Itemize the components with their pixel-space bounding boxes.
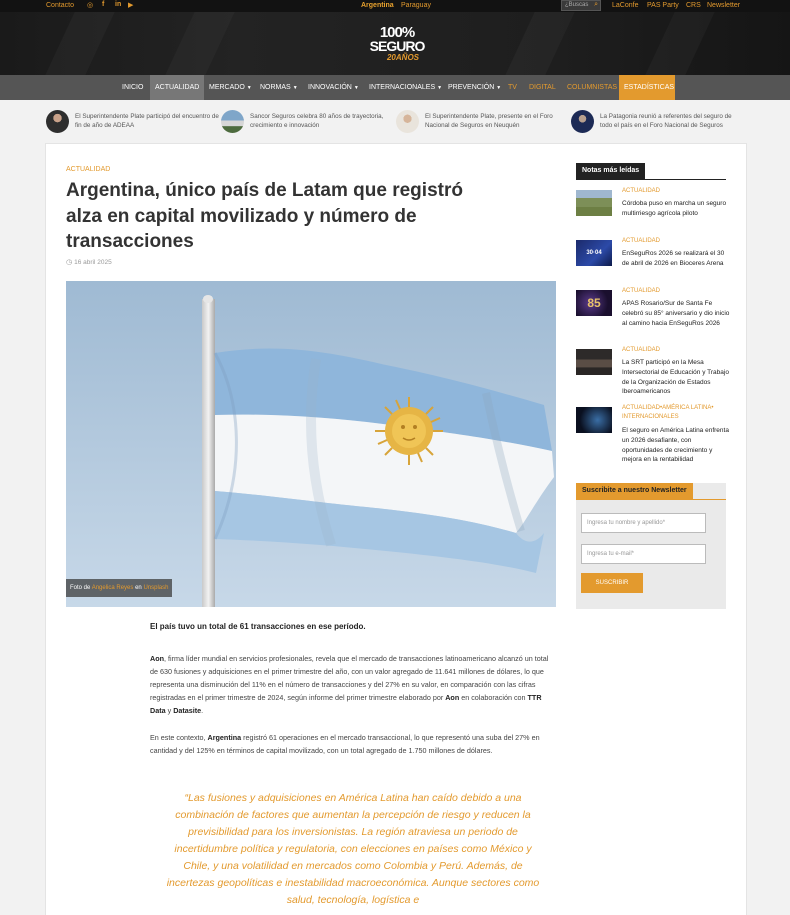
subscribe-button[interactable]: SUSCRIBIR (581, 573, 643, 593)
related-strip (0, 100, 790, 144)
chevron-down-icon: ▼ (437, 85, 443, 91)
most-read-item[interactable]: ACTUALIDAD La SRT participó en la Mesa Intersectorial de Educación y Trabajo de la Organización de Estados Iberoamericanos (576, 346, 731, 402)
most-read-item[interactable]: 30·04 ACTUALIDAD EnSeguRos 2026 se realizará el 30 de abril de 2026 en Bioceres Arena (576, 237, 731, 283)
related-item[interactable]: El Superintendente Plate, presente en el Foro Nacional de Seguros en Neuquén (396, 110, 571, 135)
pas-party-link[interactable]: PAS Party (647, 2, 679, 9)
name-field[interactable]: Ingresa tu nombre y apellido* (581, 513, 706, 533)
site-logo[interactable] (362, 26, 432, 66)
chevron-down-icon: ▼ (496, 85, 502, 91)
search-input[interactable] (561, 0, 601, 11)
article-title: Argentina, único país de Latam que registró alza en capital movilizado y número de transacciones (66, 180, 463, 252)
youtube-icon[interactable]: ▶ (128, 2, 134, 9)
nav-estadisticas[interactable]: ESTADÍSTICAS (619, 75, 675, 100)
article-paragraph: Aon, firma líder mundial en servicios profesionales, revela que el mercado de transacciones latinoamericano alcanzó un total de 630 fusiones y adquisiciones en el primer trimestre del año, con un valor agregado de 11.641 millones de dólares, lo que representa una disminución del 11% en el número de transacciones y del 27% en su valor, en comparación con las cifras registradas en el primer trimestre de 2024, según informe del primer trimestre elaborado por Aon en colaboración con TTR Data y Datasite. (150, 654, 549, 715)
nota-thumb: 30·04 (576, 240, 612, 266)
newsletter-link[interactable]: Newsletter (707, 2, 741, 9)
most-read-item[interactable]: 85 ACTUALIDAD APAS Rosario/Sur de Santa Fe celebró su 85° aniversario y dio inicio al camino hacia EnSeguRos 2026 (576, 287, 731, 343)
nota-thumb (576, 349, 612, 375)
nav-prevencion[interactable]: PREVENCIÓN ▼ (448, 84, 502, 91)
divider (576, 499, 726, 500)
linkedin-icon[interactable]: in (115, 1, 122, 8)
nota-thumb (576, 190, 612, 216)
related-thumb (46, 110, 69, 133)
nav-normas[interactable]: NORMAS ▼ (260, 84, 298, 91)
hero-image (66, 281, 556, 607)
facebook-icon[interactable]: f (102, 1, 105, 8)
site-header (0, 12, 790, 75)
photo-author-link[interactable]: Angelica Reyes (91, 585, 134, 591)
article-lead: El país tuvo un total de 61 transacciones en ese período. (150, 622, 366, 631)
most-read-item[interactable]: ACTUALIDAD•AMÉRICA LATINA• INTERNACIONALES El seguro en América Latina enfrenta un 2026 desafiante, con oportunidades de crecimiento y mejora en la rentabilidad (576, 404, 731, 466)
email-field[interactable]: Ingresa tu e-mail* (581, 544, 706, 564)
most-read-heading: Notas más leídas (576, 163, 645, 179)
related-thumb (221, 110, 244, 133)
nota-thumb: 85 (576, 290, 612, 316)
nota-thumb (576, 407, 612, 433)
country-argentina[interactable]: Argentina (361, 2, 394, 9)
related-item[interactable]: La Patagonia reunió a referentes del seguro de todo el país en el Foro Nacional de Seguros (571, 110, 746, 135)
nav-actualidad[interactable]: ACTUALIDAD (150, 75, 204, 100)
nav-digital[interactable]: DIGITAL (529, 84, 556, 91)
flag-illustration (66, 281, 556, 607)
related-item[interactable]: El Superintendente Plate participó del encuentro de fin de año de ADEAA (46, 110, 221, 135)
logo-line1: 100% (379, 24, 415, 41)
logo-line2: SEGURO (369, 38, 425, 54)
chevron-down-icon: ▼ (353, 85, 359, 91)
article-category[interactable]: ACTUALIDAD (66, 166, 111, 173)
nav-mercado[interactable]: MERCADO ▼ (209, 84, 252, 91)
main-nav (0, 75, 790, 100)
instagram-icon[interactable]: ◎ (87, 2, 94, 9)
article-quote: “Las fusiones y adquisiciones en América Latina han caído debido a una combinación de factores que aumentan la percepción de riesgo y reducen la previsibilidad para los inversionistas. La región atraviesa un periodo de incertidumbre política y regulatoria, con elecciones en países como México y Chile, y una volatilidad en mercados como Colombia y Perú. Además, de incertezas geopolíticas e inestabilidad macroeconómica. Aunque sectores como salud, tecnología, logística e (166, 792, 540, 906)
related-thumb (396, 110, 419, 133)
search-icon[interactable]: ⌕ (594, 1, 598, 8)
newsletter-heading: Suscribite a nuestro Newsletter (576, 483, 693, 499)
related-item[interactable]: Sancor Seguros celebra 80 años de trayectoria, crecimiento e innovación (221, 110, 396, 135)
nav-tv[interactable]: TV (508, 84, 517, 91)
related-thumb (571, 110, 594, 133)
nav-columnistas[interactable]: COLUMNISTAS (567, 84, 618, 91)
article-paragraph: En este contexto, Argentina registró 61 operaciones en el mercado transaccional, lo que representó una suba del 27% en cantidad y del 125% en términos de capital movilizado, con un total agregado de 1.750 millones de dólares. (150, 733, 540, 755)
top-bar (0, 0, 790, 12)
nav-internacionales[interactable]: INTERNACIONALES ▼ (369, 84, 443, 91)
photo-caption: Foto de Angelica Reyes en Unsplash (66, 579, 172, 597)
divider (576, 179, 726, 180)
article-date: ◷ 16 abril 2025 (66, 259, 112, 266)
crs-link[interactable]: CRS (686, 2, 701, 9)
nav-innovacion[interactable]: INNOVACIÓN ▼ (308, 84, 359, 91)
logo-line3: 20AÑOS (386, 53, 419, 62)
country-paraguay[interactable]: Paraguay (401, 2, 431, 9)
search-placeholder: ¿Buscas (565, 2, 589, 8)
photo-source-link[interactable]: Unsplash (143, 585, 169, 591)
contacto-link[interactable]: Contacto (46, 2, 75, 9)
chevron-down-icon: ▼ (246, 85, 252, 91)
laconfe-link[interactable]: LaConfe (612, 2, 639, 9)
most-read-item[interactable]: ACTUALIDAD Córdoba puso en marcha un seguro multirriesgo agrícola piloto (576, 187, 731, 233)
chevron-down-icon: ▼ (292, 85, 298, 91)
nav-inicio[interactable]: INICIO (122, 84, 144, 91)
clock-icon: ◷ (66, 259, 73, 266)
